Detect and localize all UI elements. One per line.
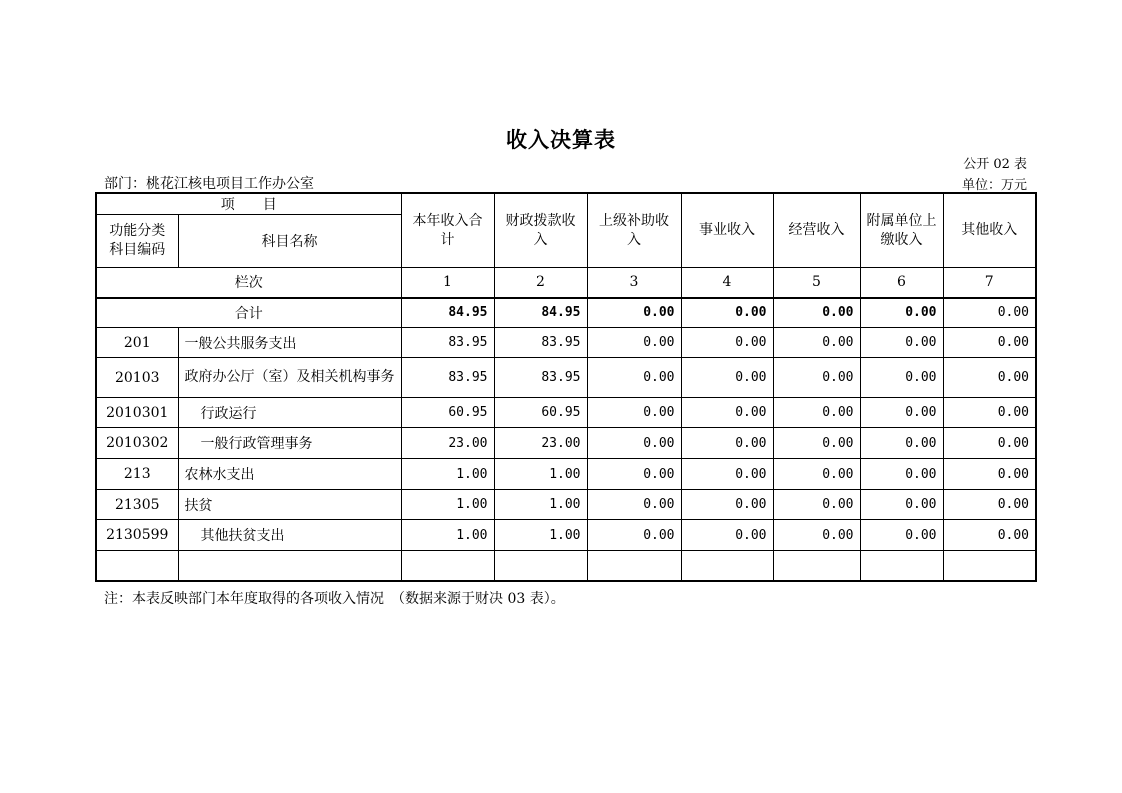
row-value: 0.00 [943, 459, 1036, 490]
empty-row [96, 551, 1036, 581]
name-col-header: 科目名称 [178, 215, 401, 268]
total-value: 0.00 [681, 298, 773, 328]
col-header-2: 财政拨款收入 [494, 193, 587, 268]
row-value: 0.00 [773, 490, 860, 520]
row-name: 一般公共服务支出 [178, 328, 401, 358]
code-col-header: 功能分类科目编码 [96, 215, 178, 268]
row-value: 60.95 [401, 398, 494, 428]
row-value: 0.00 [860, 398, 943, 428]
total-value: 84.95 [401, 298, 494, 328]
row-value: 0.00 [943, 358, 1036, 398]
col-header-6: 附属单位上缴收入 [860, 193, 943, 268]
row-value: 0.00 [860, 358, 943, 398]
total-label: 合计 [96, 298, 401, 328]
col-header-4: 事业收入 [681, 193, 773, 268]
row-value: 83.95 [494, 358, 587, 398]
row-name: 政府办公厅（室）及相关机构事务 [178, 358, 401, 398]
table-row [96, 428, 1036, 459]
row-value: 83.95 [401, 358, 494, 398]
row-index-1: 1 [401, 268, 494, 298]
row-value: 0.00 [860, 459, 943, 490]
row-index-5: 5 [773, 268, 860, 298]
row-value: 0.00 [681, 459, 773, 490]
row-value: 0.00 [587, 428, 681, 459]
row-code: 20103 [96, 358, 178, 398]
row-value: 1.00 [401, 490, 494, 520]
row-name: 农林水支出 [178, 459, 401, 490]
row-index-4: 4 [681, 268, 773, 298]
row-value: 0.00 [943, 398, 1036, 428]
row-index-3: 3 [587, 268, 681, 298]
row-name: 扶贫 [178, 490, 401, 520]
row-value: 0.00 [773, 428, 860, 459]
total-value: 0.00 [587, 298, 681, 328]
row-value: 0.00 [587, 490, 681, 520]
row-value: 0.00 [587, 358, 681, 398]
col-header-1: 本年收入合计 [401, 193, 494, 268]
form-number: 公开 02 表 [963, 157, 1027, 172]
row-value: 0.00 [681, 328, 773, 358]
row-value: 0.00 [943, 520, 1036, 551]
row-name: 行政运行 [178, 398, 401, 428]
row-index-2: 2 [494, 268, 587, 298]
item-group-header: 项 目 [96, 193, 401, 215]
row-value: 0.00 [773, 398, 860, 428]
table-row [96, 358, 1036, 398]
row-value: 1.00 [494, 520, 587, 551]
row-value: 0.00 [860, 428, 943, 459]
total-value: 0.00 [773, 298, 860, 328]
table-row [96, 490, 1036, 520]
row-value: 23.00 [401, 428, 494, 459]
total-value: 84.95 [494, 298, 587, 328]
table-row [96, 520, 1036, 551]
row-value: 0.00 [773, 520, 860, 551]
col-header-5: 经营收入 [773, 193, 860, 268]
row-value: 23.00 [494, 428, 587, 459]
header-row-group [96, 193, 1036, 215]
row-index-row [96, 268, 1036, 298]
row-value: 1.00 [494, 490, 587, 520]
row-code: 213 [96, 459, 178, 490]
row-index-label: 栏次 [96, 268, 401, 298]
total-value: 0.00 [943, 298, 1036, 328]
row-value: 0.00 [943, 428, 1036, 459]
row-value: 0.00 [860, 490, 943, 520]
row-name: 一般行政管理事务 [178, 428, 401, 459]
income-settlement-table [95, 192, 1037, 582]
row-value: 0.00 [587, 398, 681, 428]
page-title: 收入决算表 [506, 127, 616, 152]
table-row [96, 459, 1036, 490]
row-code: 2130599 [96, 520, 178, 551]
col-header-3: 上级补助收入 [587, 193, 681, 268]
row-code: 21305 [96, 490, 178, 520]
row-code: 2010302 [96, 428, 178, 459]
row-value: 1.00 [401, 520, 494, 551]
footnote: 注：本表反映部门本年度取得的各项收入情况 （数据来源于财决 03 表）。 [104, 591, 565, 607]
row-value: 0.00 [773, 328, 860, 358]
department-label: 部门：桃花江核电项目工作办公室 [104, 176, 314, 192]
row-value: 0.00 [681, 358, 773, 398]
row-value: 0.00 [943, 490, 1036, 520]
row-value: 0.00 [681, 398, 773, 428]
row-value: 0.00 [773, 358, 860, 398]
row-value: 0.00 [587, 520, 681, 551]
row-value: 0.00 [860, 520, 943, 551]
row-code: 201 [96, 328, 178, 358]
total-value: 0.00 [860, 298, 943, 328]
row-value: 0.00 [587, 459, 681, 490]
row-value: 0.00 [681, 490, 773, 520]
table-row [96, 398, 1036, 428]
unit-label: 单位：万元 [961, 178, 1027, 193]
row-value: 0.00 [773, 459, 860, 490]
total-row [96, 298, 1036, 328]
row-code: 2010301 [96, 398, 178, 428]
row-value: 0.00 [681, 520, 773, 551]
table-row [96, 328, 1036, 358]
row-index-6: 6 [860, 268, 943, 298]
row-value: 83.95 [494, 328, 587, 358]
row-value: 0.00 [860, 328, 943, 358]
row-value: 0.00 [681, 428, 773, 459]
row-index-7: 7 [943, 268, 1036, 298]
row-value: 83.95 [401, 328, 494, 358]
row-name: 其他扶贫支出 [178, 520, 401, 551]
row-value: 1.00 [494, 459, 587, 490]
row-value: 1.00 [401, 459, 494, 490]
row-value: 0.00 [587, 328, 681, 358]
row-value: 0.00 [943, 328, 1036, 358]
col-header-7: 其他收入 [943, 193, 1036, 268]
row-value: 60.95 [494, 398, 587, 428]
